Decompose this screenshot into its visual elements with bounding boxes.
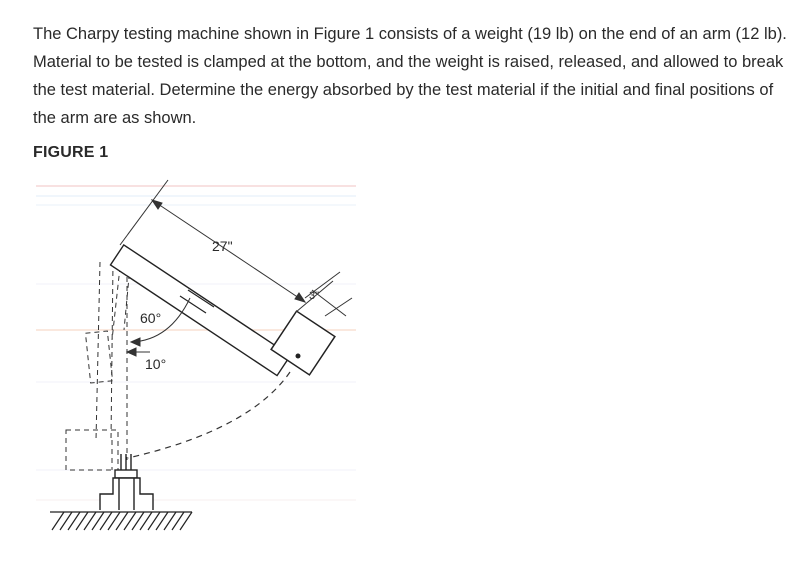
weight-pin	[296, 354, 301, 359]
vertical-reference-lines	[96, 250, 127, 460]
bottom-pendulum-position	[66, 430, 118, 470]
problem-statement: The Charpy testing machine shown in Figure 1 consists of a weight (19 lb) on the end of an arm (12 lb). Material to be tested is clamped at the bottom, and the weight is raised, released, and allowed to break the test material. Determine the energy absorbed by the test material if the initial and final positions of the arm are as shown.	[33, 25, 787, 127]
arm-length-label: 27"	[212, 238, 233, 254]
ground	[50, 512, 192, 530]
initial-angle-label: 60°	[140, 310, 162, 326]
final-arm-position	[85, 256, 131, 383]
final-angle-indicator	[127, 348, 150, 356]
swing-arc	[128, 372, 290, 458]
weight-size-label: 3"	[309, 290, 320, 302]
figure-title: FIGURE 1	[33, 144, 109, 161]
specimen-anvil	[100, 454, 153, 510]
final-angle-label: 10°	[145, 356, 167, 372]
